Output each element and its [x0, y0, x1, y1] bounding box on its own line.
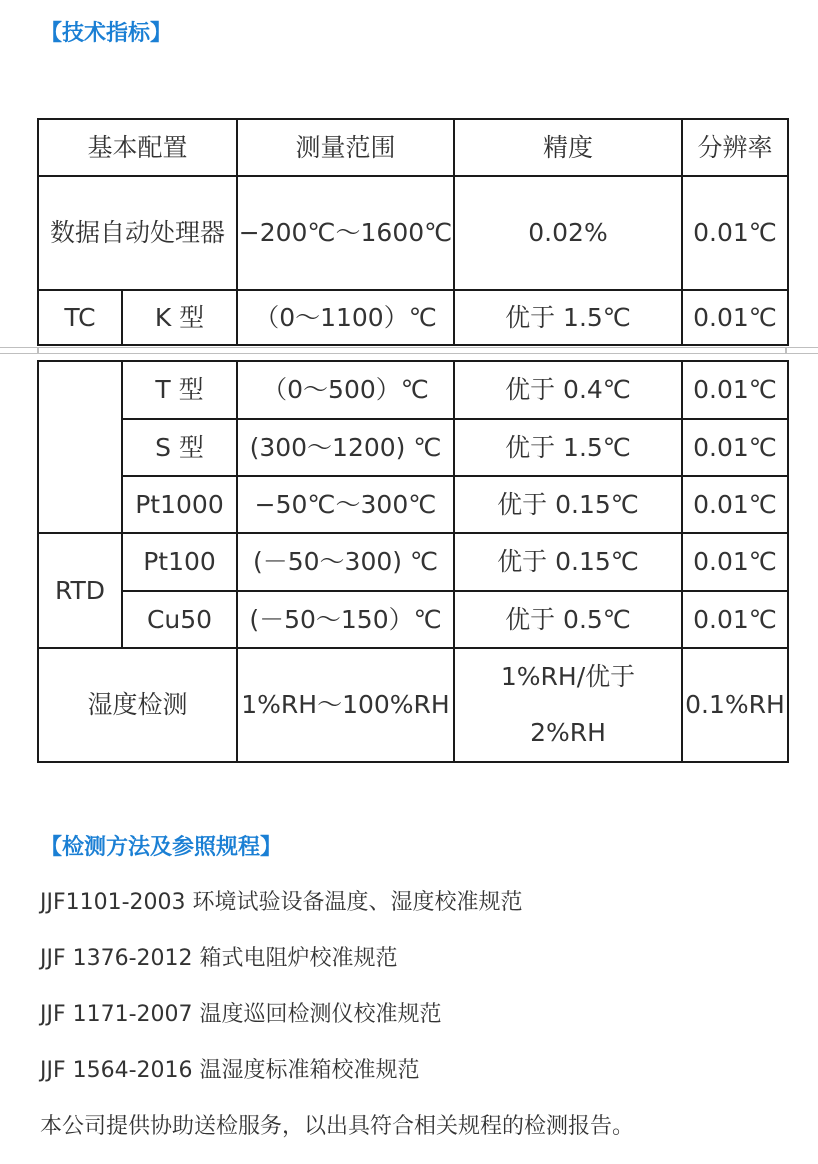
sensor-type: K 型 — [122, 290, 237, 345]
humidity-resolution: 0.1%RH — [682, 648, 788, 762]
sensor-type: Cu50 — [122, 591, 237, 648]
sensor-type: S 型 — [122, 419, 237, 476]
table-row — [38, 648, 788, 762]
standard-item: JJF1101-2003 环境试验设备温度、湿度校准规范 — [40, 890, 523, 915]
sensor-type: Pt1000 — [122, 476, 237, 533]
auto-processor-name: 数据自动处理器 — [38, 176, 237, 290]
standard-item: JJF 1171-2007 温度巡回检测仪校准规范 — [40, 1002, 442, 1027]
standard-item: JJF 1376-2012 箱式电阻炉校准规范 — [40, 946, 398, 971]
sensor-type: Pt100 — [122, 533, 237, 591]
sensor-resolution: 0.01℃ — [682, 533, 788, 591]
sensor-accuracy: 优于 0.15℃ — [454, 533, 682, 591]
sensor-range: −50℃～300℃ — [237, 476, 454, 533]
sensor-accuracy: 优于 0.15℃ — [454, 476, 682, 533]
table-row — [38, 290, 788, 345]
humidity-name: 湿度检测 — [38, 648, 237, 762]
tc-group-label: TC — [38, 290, 122, 345]
table-row — [38, 361, 788, 419]
sensor-accuracy: 优于 0.5℃ — [454, 591, 682, 648]
auto-processor-accuracy: 0.02% — [454, 176, 682, 290]
table-row — [38, 591, 788, 648]
sensor-accuracy: 优于 0.4℃ — [454, 361, 682, 419]
header-range: 测量范围 — [237, 119, 454, 176]
sensor-range: (－50～300) ℃ — [237, 533, 454, 591]
page-break-divider — [0, 345, 818, 357]
humidity-range: 1%RH～100%RH — [237, 648, 454, 762]
spec-table-bottom — [37, 360, 789, 763]
spec-table-top — [37, 118, 789, 346]
table-header-row — [38, 119, 788, 176]
sensor-resolution: 0.01℃ — [682, 290, 788, 345]
service-note: 本公司提供协助送检服务，以出具符合相关规程的检测报告。 — [40, 1114, 635, 1139]
spec-heading: 【技术指标】 — [40, 21, 173, 46]
header-accuracy: 精度 — [454, 119, 682, 176]
sensor-resolution: 0.01℃ — [682, 419, 788, 476]
table-row — [38, 419, 788, 476]
sensor-range: （0～1100）℃ — [237, 290, 454, 345]
sensor-range: (300～1200) ℃ — [237, 419, 454, 476]
header-resolution: 分辨率 — [682, 119, 788, 176]
header-config: 基本配置 — [38, 119, 237, 176]
tc-group-continuation — [38, 361, 122, 533]
auto-processor-resolution: 0.01℃ — [682, 176, 788, 290]
rtd-group-label: RTD — [38, 533, 122, 648]
sensor-accuracy: 优于 1.5℃ — [454, 419, 682, 476]
table-row — [38, 176, 788, 290]
standard-item: JJF 1564-2016 温湿度标准箱校准规范 — [40, 1058, 420, 1083]
sensor-type: T 型 — [122, 361, 237, 419]
humidity-accuracy: 1%RH/优于2%RH — [454, 648, 682, 762]
table-row — [38, 533, 788, 591]
auto-processor-range: −200℃～1600℃ — [237, 176, 454, 290]
sensor-range: (－50～150）℃ — [237, 591, 454, 648]
table-row — [38, 476, 788, 533]
sensor-accuracy: 优于 1.5℃ — [454, 290, 682, 345]
sensor-resolution: 0.01℃ — [682, 476, 788, 533]
methods-heading: 【检测方法及参照规程】 — [40, 835, 283, 860]
sensor-resolution: 0.01℃ — [682, 361, 788, 419]
sensor-resolution: 0.01℃ — [682, 591, 788, 648]
sensor-range: （0～500）℃ — [237, 361, 454, 419]
